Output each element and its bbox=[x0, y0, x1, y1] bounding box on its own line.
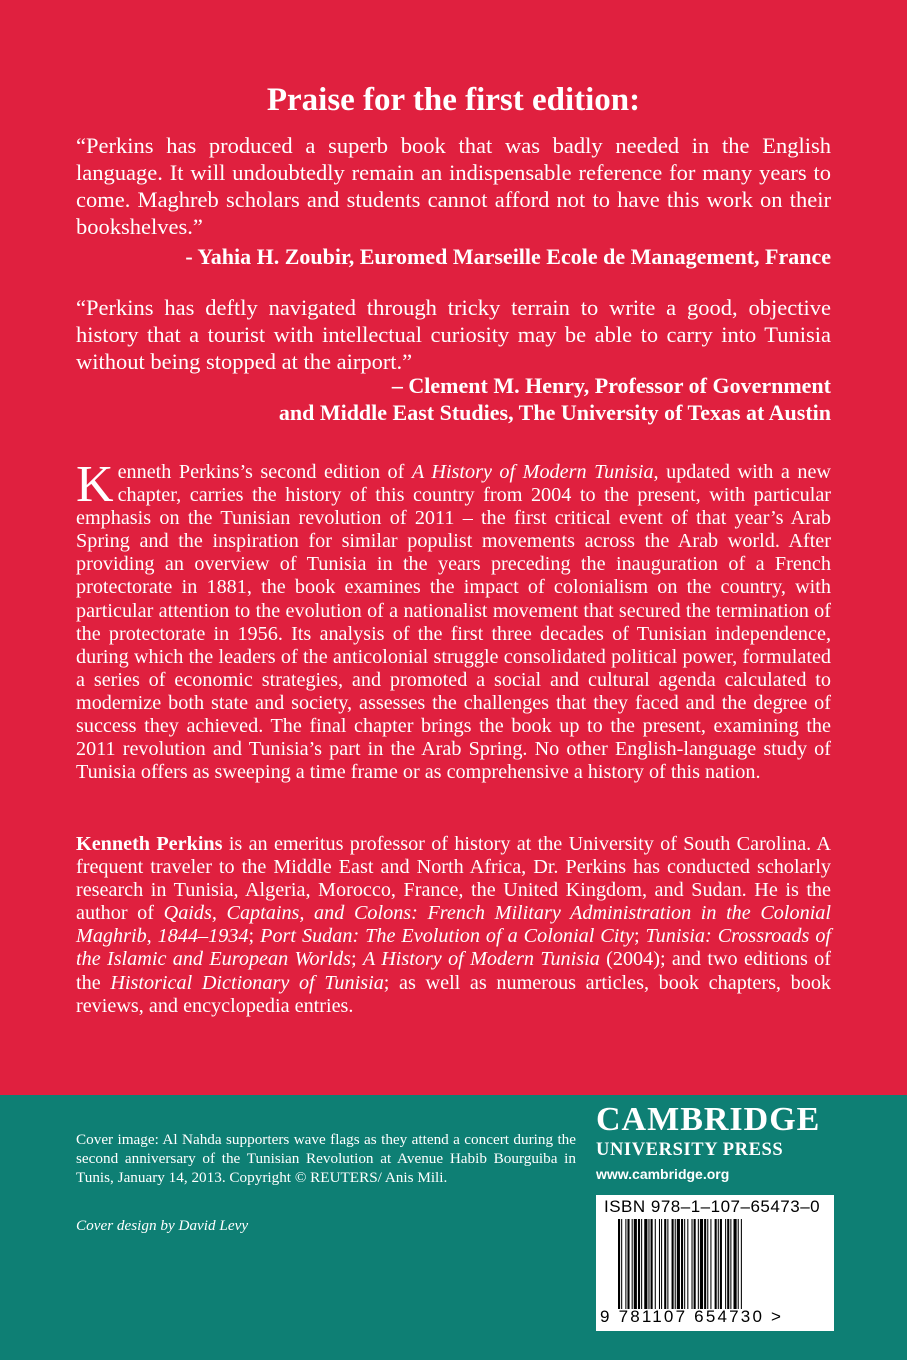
publisher-name: CAMBRIDGE bbox=[596, 1101, 821, 1138]
barcode-bar bbox=[641, 1219, 642, 1309]
barcode-bar bbox=[664, 1219, 666, 1309]
bio-book-4: A History of Modern Tunisia bbox=[362, 948, 600, 971]
barcode-bar bbox=[659, 1219, 660, 1309]
barcode-bar bbox=[700, 1219, 703, 1309]
barcode-bar bbox=[627, 1219, 629, 1309]
barcode-bar bbox=[644, 1219, 647, 1309]
barcode-bar bbox=[677, 1219, 680, 1309]
barcode-bar bbox=[632, 1219, 633, 1309]
barcode-bar bbox=[734, 1219, 737, 1309]
barcode-bar bbox=[718, 1219, 719, 1309]
bio-text-5: (2004); and two editions of the bbox=[76, 948, 831, 994]
barcode-digits: 9 781107 654730 > bbox=[600, 1307, 784, 1326]
bio-text-4: ; bbox=[350, 948, 363, 971]
bio-book-1: Qaids, Captains, and Colons: French Military Administration in the Colonial Maghrib, 1844–1934 bbox=[76, 902, 832, 948]
cover-image-credit: Cover image: Al Nahda supporters wave flags as they attend a concert during the second anniversary of the Tunisian Revolution at Avenue Habib Bourguiba in Tunis, January 14, 2013. Copyright © REUTERS/ Anis Mili. bbox=[76, 1131, 576, 1186]
barcode-bar bbox=[648, 1219, 649, 1309]
desc-book-title: A History of Modern Tunisia bbox=[411, 461, 654, 483]
publisher-url[interactable]: www.cambridge.org bbox=[596, 1166, 730, 1182]
barcode-bar bbox=[667, 1219, 668, 1309]
attribution-2-line-2: and Middle East Studies, The University of Texas at Austin bbox=[278, 400, 831, 425]
bio-text-3: ; bbox=[633, 925, 646, 948]
bio-text-2: ; bbox=[248, 925, 261, 948]
barcode-bar bbox=[727, 1219, 729, 1309]
bio-book-2: Port Sudan: The Evolution of a Colonial City bbox=[260, 925, 634, 948]
barcode-bar bbox=[730, 1219, 731, 1309]
barcode-bar bbox=[698, 1219, 699, 1309]
barcode-bar bbox=[684, 1219, 685, 1309]
barcode-bar bbox=[621, 1219, 622, 1309]
barcode-bar bbox=[675, 1219, 676, 1309]
bio-text-1: is an emeritus professor of history at the University of South Carolina. A frequent traveler to the Middle East and North Africa, Dr. Perkins has conducted scholarly research in Tunisia, Algeria, Morocco, France, the United Kingdom, and Sudan. He is the author of bbox=[76, 833, 831, 925]
publisher-subtitle: UNIVERSITY PRESS bbox=[596, 1140, 784, 1160]
barcode-bar bbox=[710, 1219, 711, 1309]
barcode-bar bbox=[738, 1219, 739, 1309]
praise-attribution-2 bbox=[76, 372, 831, 426]
barcode-bar bbox=[725, 1219, 726, 1309]
praise-quote-2: “Perkins has deftly navigated through tricky terrain to write a good, objective history that a tourist with intellectual curiosity may be able to carry into Tunisia without being stopped at the airport.” bbox=[76, 295, 831, 374]
barcode-bar bbox=[634, 1219, 637, 1309]
barcode-panel bbox=[596, 1195, 834, 1331]
barcode-bar bbox=[741, 1219, 742, 1309]
praise-heading: Praise for the first edition: bbox=[266, 82, 641, 118]
desc-part-2: , updated with a new chapter, carries the history of this country from 2004 to the present, with particular emphasis on the Tunisian revolution of 2011 – the first critical event of that year’s Arab Spring and the inspiration for similar populist movements across the Arab world. After providing an overview of Tunisia in the years preceding the inauguration of a French protectorate in 1881, the book examines the impact of colonialism on the country, with particular attention to the evolution of a nationalist movement that secured the termination of the protectorate in 1956. Its analysis of the first three decades of Tunisian independence, during which the leaders of the anticolonial struggle consolidated political power, formulated a series of economic strategies, and promoted a social and cultural agenda calculated to modernize both state and society, assesses the challenges that they faced and the degree of success they achieved. The final chapter brings the book up to the present, examining the 2011 revolution and Tunisia’s part in the Arab Spring. No other English-language study of Tunisia offers as sweeping a time frame or as comprehensive a history of this nation. bbox=[76, 461, 832, 784]
barcode-bar bbox=[720, 1219, 722, 1309]
barcode-bar bbox=[715, 1219, 717, 1309]
barcode-bar bbox=[672, 1219, 674, 1309]
barcode-bar bbox=[707, 1219, 708, 1309]
drop-cap: K bbox=[76, 456, 114, 513]
desc-part-1: enneth Perkins’s second edition of bbox=[117, 461, 412, 483]
barcode-bar bbox=[661, 1219, 662, 1309]
barcode-bar bbox=[638, 1219, 640, 1309]
author-name: Kenneth Perkins bbox=[76, 833, 223, 855]
author-bio bbox=[76, 833, 831, 1018]
barcode-bars bbox=[618, 1219, 816, 1309]
barcode-bar bbox=[655, 1219, 656, 1309]
barcode-bar bbox=[704, 1219, 706, 1309]
bio-book-5: Historical Dictionary of Tunisia bbox=[110, 971, 384, 994]
attribution-2-line-1: – Clement M. Henry, Professor of Government bbox=[391, 373, 831, 398]
barcode-bar bbox=[692, 1219, 693, 1309]
praise-quote-1: “Perkins has produced a superb book that was badly needed in the English language. It will undoubtedly remain an indispensable reference for many years to come. Maghreb scholars and students cannot afford not to have this work on their bookshelves.” bbox=[76, 133, 831, 239]
barcode-bar bbox=[687, 1219, 688, 1309]
praise-attribution-1: - Yahia H. Zoubir, Euromed Marseille Ecole de Management, France bbox=[185, 244, 831, 269]
barcode-bar bbox=[694, 1219, 696, 1309]
barcode-bar bbox=[625, 1219, 626, 1309]
bio-book-3: Tunisia: Crossroads of the Islamic and European Worlds bbox=[76, 925, 832, 971]
bio-text-6: ; as well as numerous articles, book chapters, book reviews, and encyclopedia entries. bbox=[76, 971, 832, 1017]
barcode-bar bbox=[651, 1219, 653, 1309]
barcode-bar bbox=[681, 1219, 683, 1309]
book-description bbox=[76, 456, 832, 784]
isbn-label: ISBN 978–1–107–65473–0 bbox=[604, 1197, 821, 1216]
barcode-bar bbox=[618, 1219, 620, 1309]
cover-design-credit: Cover design by David Levy bbox=[76, 1217, 249, 1234]
teal-panel bbox=[0, 1095, 907, 1360]
